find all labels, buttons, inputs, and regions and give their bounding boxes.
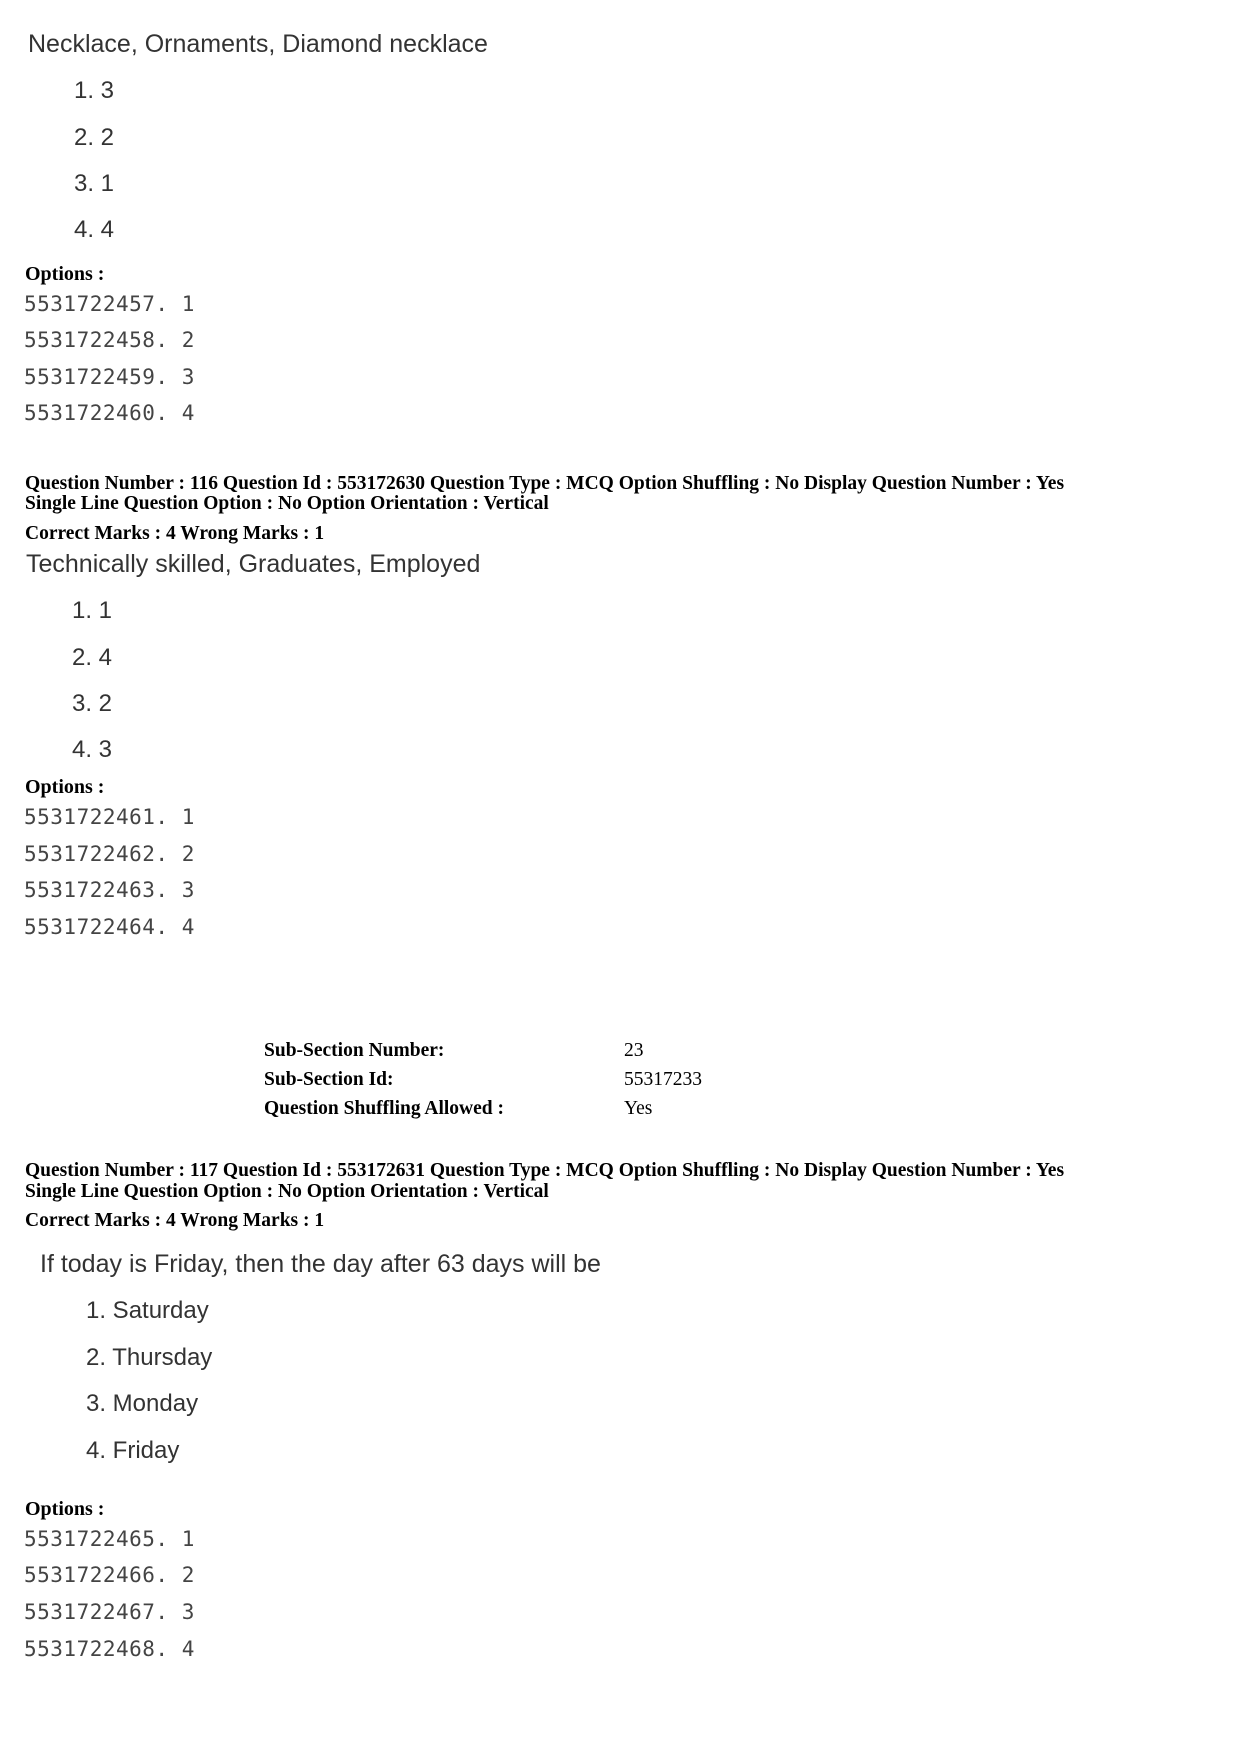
options-label: Options : — [25, 776, 105, 798]
question-text: Technically skilled, Graduates, Employed — [26, 550, 481, 578]
question-shuffling-label: Question Shuffling Allowed : — [264, 1098, 505, 1119]
question-choice: 4. 4 — [74, 216, 115, 243]
options-label: Options : — [25, 263, 105, 285]
option-id: 5531722460. 4 — [24, 401, 195, 425]
option-id: 5531722459. 3 — [24, 365, 195, 389]
question-choice: 3. 2 — [72, 690, 113, 717]
subsection-number-value: 23 — [624, 1040, 644, 1061]
option-id: 5531722467. 3 — [24, 1600, 195, 1624]
question-choice: 4. Friday — [86, 1437, 180, 1464]
question-meta-line: Question Number : 117 Question Id : 553172631 Question Type : MCQ Option Shuffling : No Display Question Number : Yes — [25, 1160, 1065, 1181]
subsection-id-value: 55317233 — [624, 1069, 702, 1090]
question-text: Necklace, Ornaments, Diamond necklace — [28, 30, 488, 58]
question-meta-line: Single Line Question Option : No Option Orientation : Vertical — [25, 1181, 549, 1202]
option-id: 5531722466. 2 — [24, 1563, 195, 1587]
option-id: 5531722465. 1 — [24, 1527, 195, 1551]
question-choice: 2. Thursday — [86, 1344, 213, 1371]
options-label: Options : — [25, 1498, 105, 1520]
option-id: 5531722462. 2 — [24, 842, 195, 866]
question-shuffling-value: Yes — [624, 1098, 653, 1119]
subsection-number-label: Sub-Section Number: — [264, 1040, 445, 1061]
question-meta-line: Question Number : 116 Question Id : 553172630 Question Type : MCQ Option Shuffling : No Display Question Number : Yes — [25, 473, 1065, 494]
question-choice: 1. Saturday — [86, 1297, 209, 1324]
question-choice: 3. 1 — [74, 170, 115, 197]
question-marks: Correct Marks : 4 Wrong Marks : 1 — [25, 1210, 325, 1231]
question-choice: 2. 4 — [72, 644, 113, 671]
question-choice: 2. 2 — [74, 124, 115, 151]
question-meta-line: Single Line Question Option : No Option Orientation : Vertical — [25, 493, 549, 514]
option-id: 5531722463. 3 — [24, 878, 195, 902]
option-id: 5531722458. 2 — [24, 328, 195, 352]
subsection-id-label: Sub-Section Id: — [264, 1069, 394, 1090]
option-id: 5531722461. 1 — [24, 805, 195, 829]
option-id: 5531722457. 1 — [24, 292, 195, 316]
option-id: 5531722468. 4 — [24, 1637, 195, 1661]
question-text: If today is Friday, then the day after 63 days will be — [40, 1250, 601, 1278]
option-id: 5531722464. 4 — [24, 915, 195, 939]
question-choice: 1. 1 — [72, 597, 113, 624]
question-marks: Correct Marks : 4 Wrong Marks : 1 — [25, 523, 325, 544]
question-choice: 4. 3 — [72, 736, 113, 763]
question-choice: 1. 3 — [74, 77, 115, 104]
question-choice: 3. Monday — [86, 1390, 199, 1417]
